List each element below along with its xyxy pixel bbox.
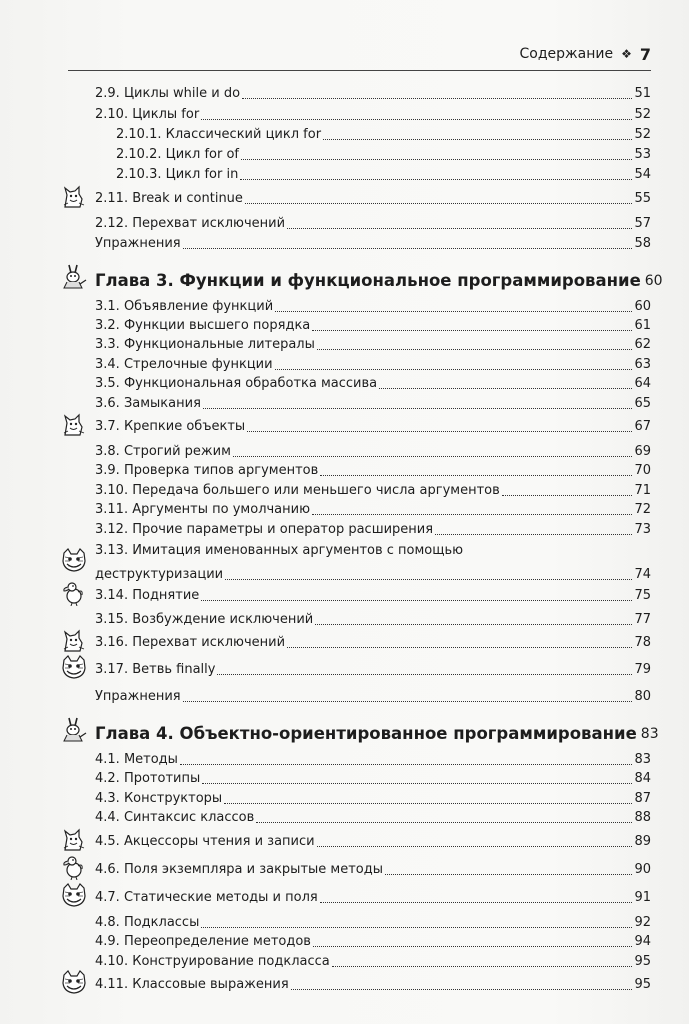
toc-entry-title: 3.8. Строгий режим (95, 444, 231, 459)
toc-entry (95, 750, 651, 768)
toc-entry (95, 565, 651, 583)
toc-page-number: 89 (634, 834, 651, 849)
toc-page-number: 65 (634, 396, 651, 411)
toc-page-number: 61 (634, 318, 651, 333)
toc-entry (95, 481, 651, 499)
toc-entry-title: 3.10. Передача большего или меньшего числа аргументов (95, 483, 500, 498)
toc-dot-leader (217, 674, 632, 675)
toc-dot-leader (317, 349, 633, 350)
toc-entry-title: 3.6. Замыкания (95, 396, 201, 411)
toc-entry-title: деструктуризации (95, 567, 224, 582)
toc-page-number: 77 (634, 612, 651, 627)
toc-entry-title: 3.4. Стрелочные функции (95, 357, 273, 372)
toc-page-number: 78 (634, 635, 651, 650)
toc-entry (95, 84, 651, 102)
toc-dot-leader (317, 846, 633, 847)
toc-entry-title: 4.10. Конструирование подкласса (95, 954, 330, 969)
toc-dot-leader (203, 408, 633, 409)
toc-page-number: 60 (644, 273, 663, 289)
toc-page-number: 79 (634, 662, 651, 677)
toc-dot-leader (202, 783, 632, 784)
toc-dot-leader (225, 579, 632, 580)
toc-dot-leader (201, 927, 632, 928)
toc-entry (95, 461, 651, 479)
toc-entry-first-line: 3.13. Имитация именованных аргументов с помощью (95, 543, 464, 558)
toc-dot-leader (332, 966, 633, 967)
running-header (70, 43, 651, 65)
toc-dot-leader (287, 647, 632, 648)
toc-entry (95, 832, 651, 850)
toc-dot-leader (247, 431, 632, 432)
header-rule (68, 70, 651, 71)
toc-entry (116, 145, 651, 163)
toc-entry (95, 932, 651, 950)
toc-entry (95, 789, 651, 807)
cat-icon (60, 826, 88, 852)
rabbit-icon (60, 716, 88, 742)
toc-entry (95, 687, 651, 705)
toc-entry-title: 2.9. Циклы while и do (95, 86, 241, 101)
toc-entry (95, 913, 651, 931)
toc-page-number: 88 (634, 810, 651, 825)
toc-entry-title: 4.3. Конструкторы (95, 791, 223, 806)
cheshire-icon (60, 547, 88, 573)
toc-entry (116, 125, 651, 143)
toc-page-number: 63 (634, 357, 651, 372)
toc-dot-leader (256, 822, 632, 823)
toc-dot-leader (312, 514, 632, 515)
toc-entry-title: 4.7. Статические методы и поля (95, 890, 318, 905)
toc-entry-title: 2.10. Циклы for (95, 107, 200, 122)
toc-dot-leader (183, 701, 633, 702)
toc-entry (95, 394, 651, 412)
toc-entry-title: 3.5. Функциональная обработка массива (95, 376, 378, 391)
toc-entry (95, 417, 651, 435)
cat-icon (60, 627, 88, 653)
toc-page-number: 55 (634, 191, 651, 206)
toc-dot-leader (201, 600, 632, 601)
cheshire-icon (60, 654, 88, 680)
toc-entry-title: 4.4. Синтаксис классов (95, 810, 255, 825)
toc-dot-leader (233, 456, 633, 457)
toc-dot-leader (291, 989, 633, 990)
toc-page-number: 57 (634, 216, 651, 231)
cat-icon (60, 183, 88, 209)
toc-dot-leader (313, 946, 632, 947)
toc-page-number: 58 (634, 236, 651, 251)
toc-dot-leader (275, 369, 633, 370)
toc-entry (95, 355, 651, 373)
toc-entry (95, 520, 651, 538)
cheshire-icon (60, 882, 88, 908)
toc-entry-title: 2.10.2. Цикл for of (116, 147, 239, 162)
toc-dot-leader (379, 388, 632, 389)
toc-page-number: 74 (634, 567, 651, 582)
dodo-icon (60, 854, 88, 880)
toc-chapter-entry (95, 722, 659, 744)
toc-entry-title: 3.1. Объявление функций (95, 299, 274, 314)
toc-dot-leader (224, 803, 632, 804)
toc-page-number: 71 (634, 483, 651, 498)
toc-dot-leader (435, 534, 632, 535)
toc-entry-title: Глава 3. Функции и функциональное программирование (95, 271, 641, 290)
toc-entry-title: 4.6. Поля экземпляра и закрытые методы (95, 862, 383, 877)
toc-page-number: 92 (634, 915, 651, 930)
toc-entry (95, 660, 651, 678)
toc-entry (95, 335, 651, 353)
toc-entry-title: 3.3. Функциональные литералы (95, 337, 315, 352)
toc-page-number: 87 (634, 791, 651, 806)
toc-page-number: 60 (634, 299, 651, 314)
toc-page-number: 53 (634, 147, 651, 162)
toc-dot-leader (320, 902, 633, 903)
toc-entry-title: 4.1. Методы (95, 752, 178, 767)
toc-page-number: 90 (634, 862, 651, 877)
toc-dot-leader (312, 330, 632, 331)
toc-page-number: 51 (634, 86, 651, 101)
toc-page-number: 62 (634, 337, 651, 352)
header-ornament-icon: ❖ (621, 47, 632, 61)
toc-entry-title: 2.11. Break и continue (95, 191, 243, 206)
toc-dot-leader (245, 203, 633, 204)
toc-entry-title: 2.10.1. Классический цикл for (116, 127, 322, 142)
toc-entry (95, 610, 651, 628)
toc-page-number: 75 (634, 588, 651, 603)
toc-entry-title: 2.12. Перехват исключений (95, 216, 286, 231)
toc-entry (95, 808, 651, 826)
toc-entry (95, 860, 651, 878)
toc-page-number: 84 (634, 771, 651, 786)
toc-page-number: 54 (634, 167, 651, 182)
toc-entry-title: 3.11. Аргументы по умолчанию (95, 502, 311, 517)
toc-entry-title: 4.8. Подклассы (95, 915, 200, 930)
toc-chapter-entry (95, 269, 663, 291)
toc-entry-title: 3.17. Ветвь finally (95, 662, 216, 677)
toc-entry (95, 316, 651, 334)
toc-entry-title: 4.9. Переопределение методов (95, 934, 311, 949)
toc-entry (95, 234, 651, 252)
toc-dot-leader (241, 159, 632, 160)
toc-entry (95, 586, 651, 604)
page-number: 7 (639, 44, 651, 64)
toc-entry (95, 769, 651, 787)
toc-entry (95, 442, 651, 460)
toc-dot-leader (183, 248, 633, 249)
toc-entry-title: 3.15. Возбуждение исключений (95, 612, 314, 627)
toc-dot-leader (320, 475, 632, 476)
running-header-title: Содержание (519, 46, 614, 62)
toc-dot-leader (240, 179, 632, 180)
toc-dot-leader (201, 119, 632, 120)
toc-page-number: 91 (634, 890, 651, 905)
cat-icon (60, 411, 88, 437)
toc-dot-leader (502, 495, 633, 496)
toc-page-number: 73 (634, 522, 651, 537)
toc-page-number: 83 (640, 726, 659, 742)
toc-page-number: 52 (634, 127, 651, 142)
toc-dot-leader (385, 874, 632, 875)
toc-entry (95, 297, 651, 315)
toc-entry-title: 3.7. Крепкие объекты (95, 419, 246, 434)
toc-entry-title: Глава 4. Объектно-ориентированное программирование (95, 724, 637, 743)
toc-dot-leader (315, 624, 632, 625)
toc-page-number: 80 (634, 689, 651, 704)
toc-page-number: 64 (634, 376, 651, 391)
toc-dot-leader (275, 311, 632, 312)
toc-entry (95, 374, 651, 392)
rabbit-icon (60, 263, 88, 289)
toc-page-number: 69 (634, 444, 651, 459)
toc-entry-title: 3.9. Проверка типов аргументов (95, 463, 319, 478)
toc-page-number: 94 (634, 934, 651, 949)
toc-entry-title: 3.2. Функции высшего порядка (95, 318, 311, 333)
toc-entry (95, 975, 651, 993)
toc-page-number: 95 (634, 954, 651, 969)
toc-entry-title: 4.5. Акцессоры чтения и записи (95, 834, 315, 849)
toc-dot-leader (287, 228, 632, 229)
toc-entry-title: 4.11. Классовые выражения (95, 977, 289, 992)
toc-entry (95, 952, 651, 970)
toc-dot-leader (242, 98, 632, 99)
toc-entry (95, 105, 651, 123)
dodo-icon (60, 580, 88, 606)
toc-entry-title: 3.12. Прочие параметры и оператор расширения (95, 522, 434, 537)
toc-page-number: 83 (634, 752, 651, 767)
toc-entry-title: 2.10.3. Цикл for in (116, 167, 239, 182)
toc-page-number: 67 (634, 419, 651, 434)
toc-entry-title: 4.2. Прототипы (95, 771, 201, 786)
toc-entry (95, 633, 651, 651)
toc-page-number: 72 (634, 502, 651, 517)
toc-entry (95, 214, 651, 232)
toc-entry (116, 165, 651, 183)
toc-entry-title: Упражнения (95, 236, 181, 251)
cheshire-icon (60, 969, 88, 995)
toc-dot-leader (323, 139, 632, 140)
toc-page-number: 70 (634, 463, 651, 478)
toc-entry-title: 3.14. Поднятие (95, 588, 200, 603)
toc-entry (95, 189, 651, 207)
toc-dot-leader (180, 764, 633, 765)
toc-entry (95, 500, 651, 518)
toc-page-number: 52 (634, 107, 651, 122)
toc-page-number: 95 (634, 977, 651, 992)
toc-entry-title: 3.16. Перехват исключений (95, 635, 286, 650)
toc-entry-title: Упражнения (95, 689, 181, 704)
toc-entry (95, 888, 651, 906)
